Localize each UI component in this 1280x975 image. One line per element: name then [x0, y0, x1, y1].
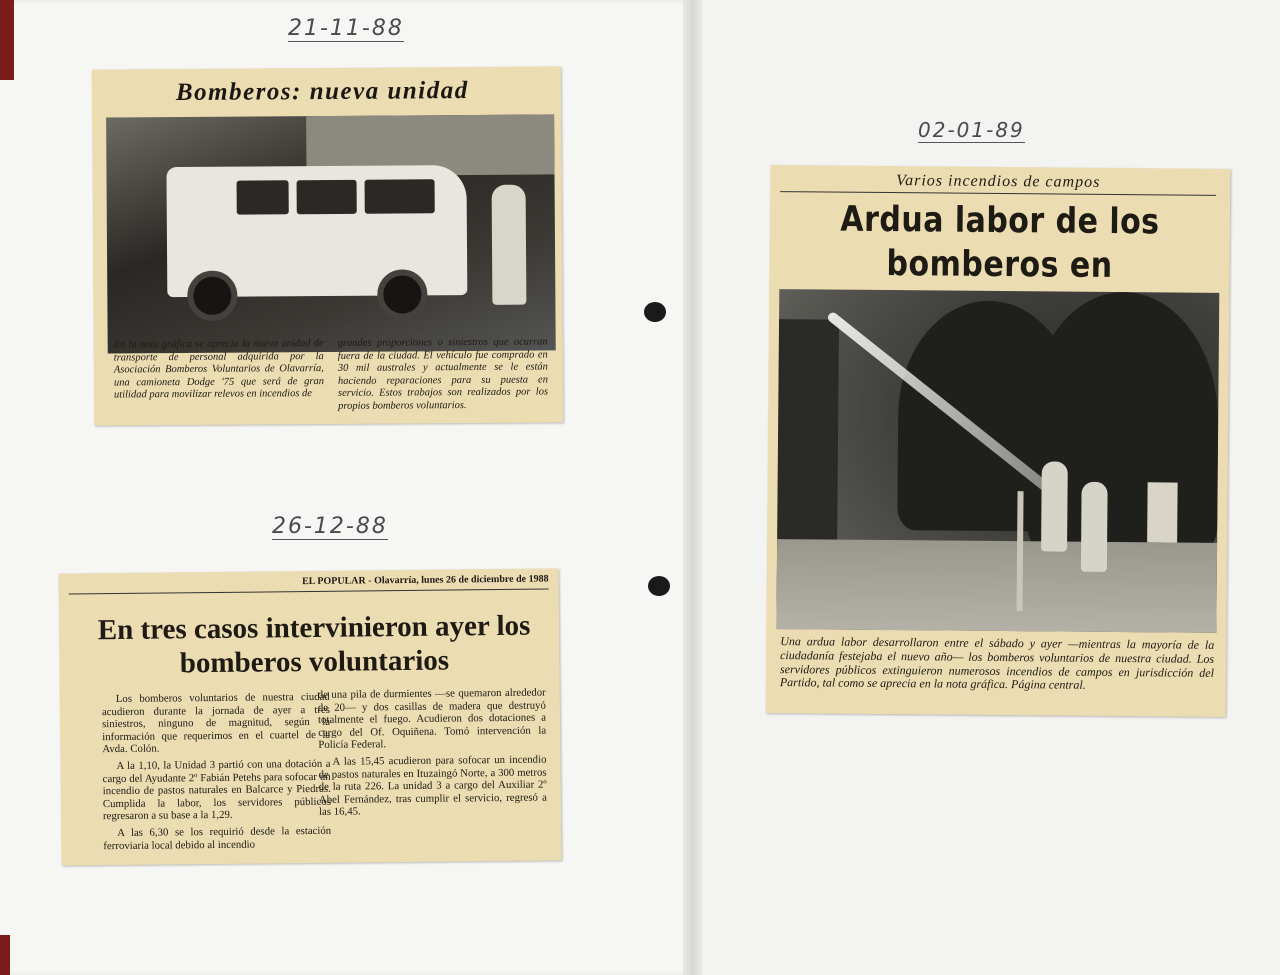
article-column-left [102, 691, 332, 857]
clipping-three-cases [58, 568, 561, 865]
van-photo [106, 114, 556, 353]
clipping-kicker: Varios incendios de campos [780, 171, 1216, 196]
binder-hole-top [644, 302, 666, 322]
masthead-rule [69, 588, 549, 594]
clipping-new-unit [92, 66, 563, 425]
firefighter-figure [492, 185, 527, 305]
clipping-field-fires [766, 165, 1231, 717]
firefighter-figure [1081, 482, 1108, 572]
handwritten-date-3: 02-01-89 [918, 118, 1025, 142]
ground [776, 539, 1217, 633]
album-cover-edge [0, 0, 14, 80]
van-shape [166, 165, 467, 297]
firefighting-photo [776, 289, 1219, 633]
article-column-right [318, 687, 547, 823]
handwritten-date-2: 26-12-88 [272, 514, 388, 539]
album-cover-edge-bottom [0, 935, 10, 975]
paragraph: de una pila de durmientes —se quemaron alrededor de 20— y dos casillas de madera que destruyó totalmente el fuego. Acudieron dos dotaciones a cargo del Of. Oquiñena. Tomó intervención la Policía Federal. [317, 686, 547, 752]
paragraph: A la 1,10, la Unidad 3 partió con una dotación a cargo del Ayudante 2º Fabián Petehs para sofocar un incendio de pastos naturales en Balcarce y Piedras. Cumplida la labor, los servidores públicos regresaron a su base a la 1,29. [102, 757, 331, 823]
paragraph: Los bomberos voluntarios de nuestra ciudad acudieron durante la jornada de ayer a tres siniestros, ninguno de magnitud, según la información que requerimos en el cuartel de la Avda. Colón. [101, 690, 331, 756]
album-spine [683, 0, 703, 975]
clipping-headline: Bomberos: nueva unidad [175, 77, 469, 107]
caption-right: grandes proporciones o siniestros que ocurran fuera de la ciudad. El vehículo fue comprado en 30 mil australes y actualmente se le están haciendo reparaciones para su puesta en servicio. Estos trabajos son realizados por los propios bomberos voluntarios. [337, 336, 549, 412]
newspaper-masthead: EL POPULAR - Olavarría, lunes 26 de diciembre de 1988 [302, 573, 549, 588]
clipping-headline: Ardua labor de los bomberos en [840, 199, 1160, 286]
handwritten-date-1: 21-11-88 [288, 16, 404, 41]
paragraph: A las 15,45 acudieron para sofocar un incendio de pastos naturales en Ituzaingó Norte, a 300 metros de la ruta 226. La unidad 3 a cargo del Auxiliar 2º Abel Fernández, tras cumplir el servicio, regresó a las 16,45. [318, 753, 547, 819]
caption-left: En la nota gráfica se aprecia la nueva unidad de transporte de personal adquirida por la Asociación Bomberos Voluntarios de Olavarría, una camioneta Dodge '75 que será de gran utilidad para movilizar relevos en incendios de [113, 338, 324, 401]
firefighter-figure [1041, 461, 1068, 551]
clipping-headline: En tres casos intervinieron ayer los bomberos voluntarios [97, 609, 531, 680]
photo-caption: Una ardua labor desarrollaron entre el sábado y ayer —mientras la mayoría de la ciudadanía festejaba el nuevo año— los bomberos voluntarios de nuestra ciudad. Los servidores públicos extinguieron numerosos incendios de campos en jurisdicción del Partido, tal como se aprecia en la nota gráfica. Página central. [779, 634, 1215, 693]
binder-hole-bottom [648, 576, 670, 596]
paragraph: A las 6,30 se los requirió desde la estación ferroviaria local debido al incendio [103, 824, 332, 852]
